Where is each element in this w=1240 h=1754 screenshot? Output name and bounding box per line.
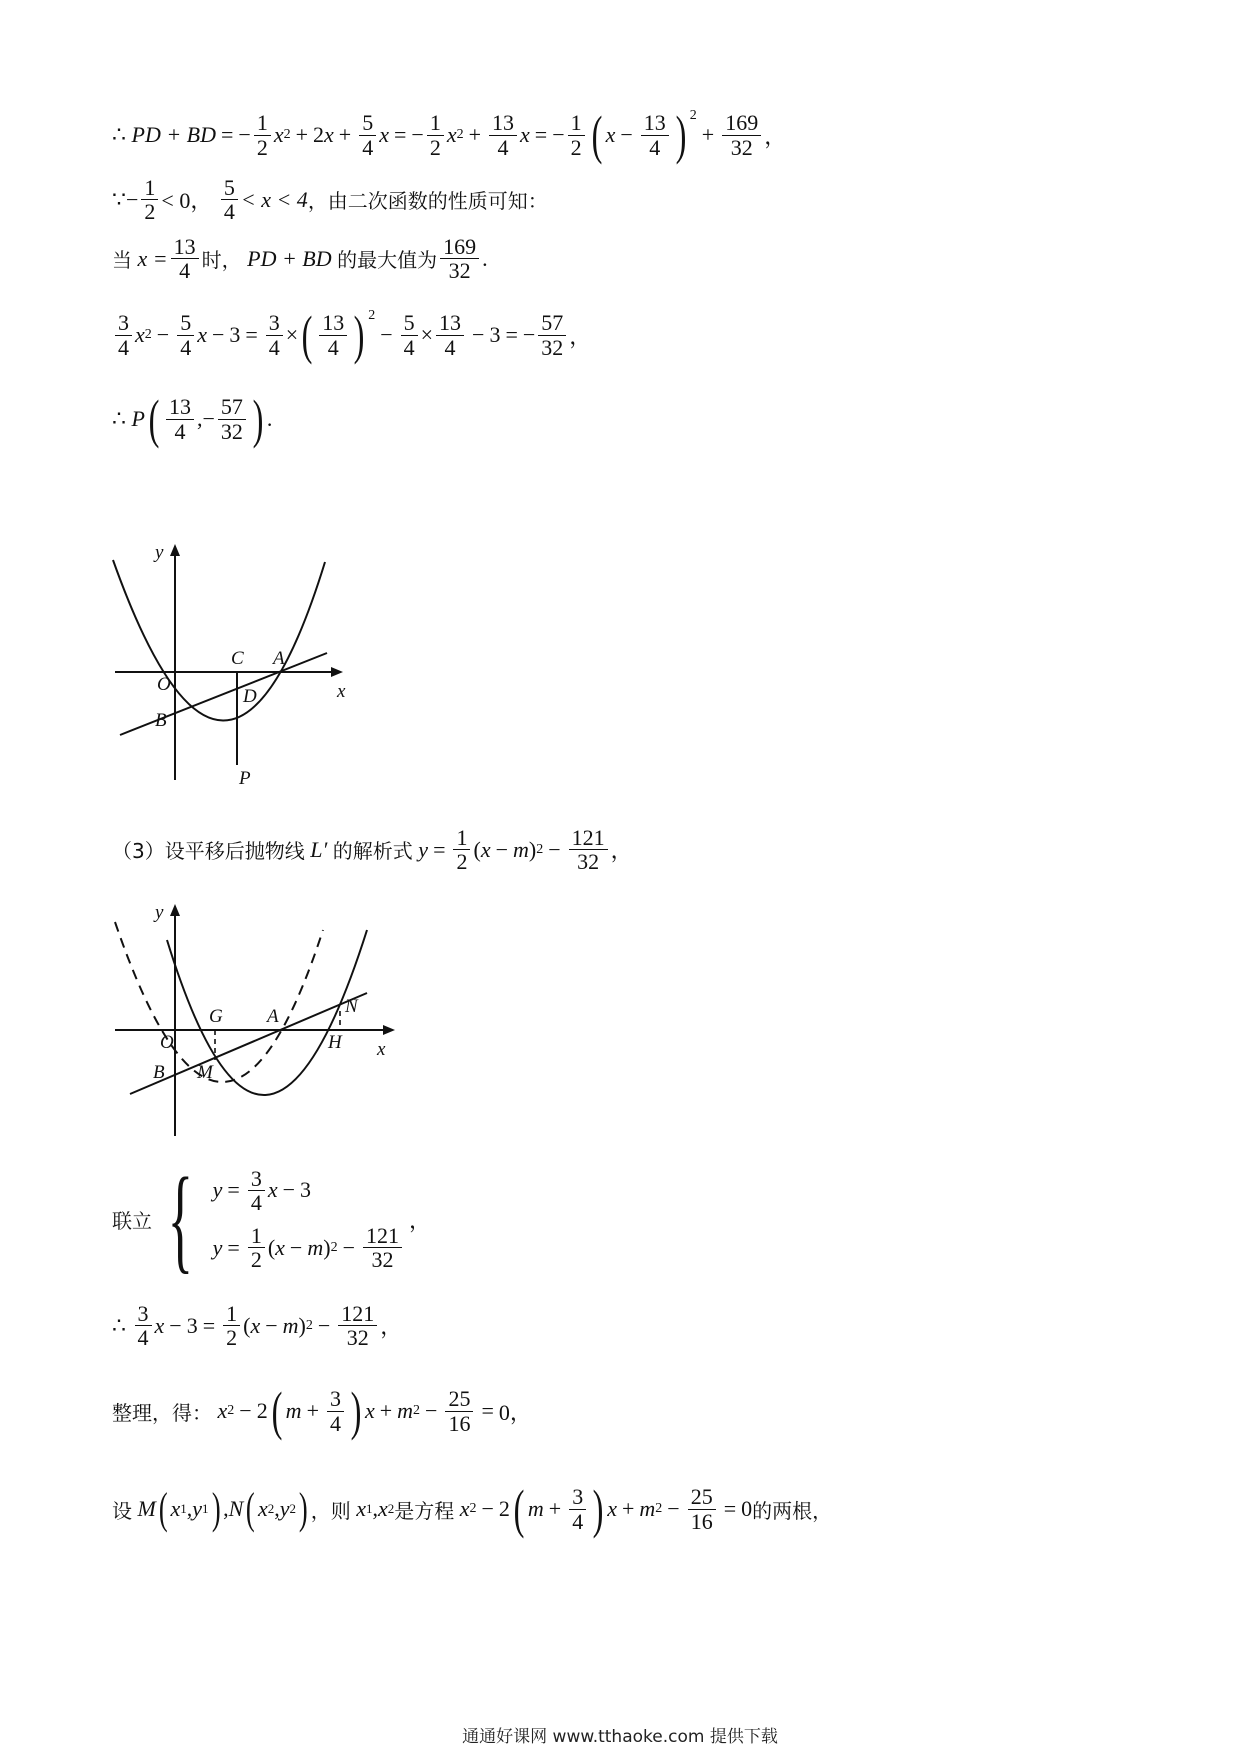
- therefore-symbol: ∴: [112, 122, 126, 147]
- fraction: $\frac{25}{16}$: [688, 1485, 716, 1532]
- fraction: $\frac{13}{4}$: [436, 311, 464, 358]
- label-O: O: [160, 1032, 174, 1053]
- equation-system: 联立 { y = $\frac{3}{4}$ x − 3 y = $\frac{1}{2}$ ( x − m ) 2 − $\frac{121}{32}$ ，: [112, 1153, 431, 1284]
- page-footer: 通通好课网 www.tthaoke.com 提供下载: [462, 1727, 778, 1747]
- equation-line-3: 当 x = $\frac{13}{4}$ 时， PD + BD 的最大值为 $\frac{169}{32}$ .: [112, 234, 488, 284]
- label-x: x: [377, 1039, 386, 1060]
- fraction: $\frac{5}{4}$: [221, 176, 238, 223]
- label-C: C: [231, 648, 244, 669]
- fraction: $\frac{13}{4}$: [166, 395, 194, 442]
- fraction: $\frac{57}{32}$: [538, 311, 566, 358]
- fraction: $\frac{5}{4}$: [359, 111, 376, 158]
- label-B: B: [153, 1062, 165, 1083]
- fraction: $\frac{121}{32}$: [569, 826, 608, 873]
- lhs-text: PD + BD: [131, 122, 216, 147]
- equation-line-10: 设 M ( x 1 , y 1 ) , N ( x 2 , y 2 ) ，则 x 1 , x 2 是方程 x 2 − 2 ( m + $\frac{3}{4}$ ) x + m 2 − $\frac{25}{16}$ = 0 的两根，: [112, 1479, 833, 1539]
- fraction: $\frac{1}{2}$: [254, 111, 271, 158]
- fraction: $\frac{25}{16}$: [445, 1387, 473, 1434]
- fraction: $\frac{169}{32}$: [440, 235, 479, 282]
- equation-line-8: ∴ $\frac{3}{4}$ x − 3 = $\frac{1}{2}$ ( x − m ) 2 − $\frac{121}{32}$ ，: [112, 1301, 403, 1351]
- equation-line-9: 整理，得： x 2 − 2 ( m + $\frac{3}{4}$ ) x + m 2 − $\frac{25}{16}$ = 0，: [112, 1381, 532, 1441]
- equation-line-6: （3）设平移后抛物线 L′ 的解析式 y = $\frac{1}{2}$ ( x − m ) 2 − $\frac{121}{32}$ ，: [112, 825, 633, 875]
- label-B: B: [155, 710, 167, 731]
- fraction: $\frac{5}{4}$: [177, 311, 194, 358]
- label-y: y: [155, 902, 164, 923]
- label-D: D: [243, 686, 257, 707]
- figure-1-parabola: [105, 540, 355, 790]
- fraction: $\frac{13}{4}$: [489, 111, 517, 158]
- fraction: $\frac{3}{4}$: [266, 311, 283, 358]
- equation-line-4: $\frac{3}{4}$ x 2 − $\frac{5}{4}$ x − 3 = $\frac{3}{4}$ × ( $\frac{13}{4}$ ) $^2$ − $\frac{5}{4}$ × $\frac{13}{4}$ − 3 = − $\frac{57}{32}$ ，: [112, 308, 591, 362]
- fraction: $\frac{3}{4}$: [135, 1302, 152, 1349]
- fraction: $\frac{1}{2}$: [568, 111, 585, 158]
- fraction: $\frac{1}{2}$: [141, 176, 158, 223]
- fraction: $\frac{3}{4}$: [115, 311, 132, 358]
- fraction: $\frac{57}{32}$: [218, 395, 246, 442]
- fraction: $\frac{13}{4}$: [171, 235, 199, 282]
- equation-line-2: ∵ − $\frac{1}{2}$ < 0， $\frac{5}{4}$ < x < 4 ，由二次函数的性质可知：: [112, 175, 548, 225]
- label-H: H: [328, 1032, 342, 1053]
- label-A: A: [273, 648, 285, 669]
- label-O: O: [157, 674, 171, 695]
- fraction: $\frac{169}{32}$: [722, 111, 761, 158]
- label-M: M: [197, 1062, 213, 1083]
- figure-2-parabola-shift: [105, 900, 405, 1140]
- label-A: A: [267, 1006, 279, 1027]
- fraction: $\frac{1}{2}$: [248, 1224, 265, 1271]
- fraction: $\frac{3}{4}$: [248, 1167, 265, 1214]
- label-G: G: [209, 1006, 223, 1027]
- fraction: $\frac{121}{32}$: [363, 1224, 402, 1271]
- label-y: y: [155, 542, 164, 563]
- label-x: x: [337, 681, 346, 702]
- fraction: $\frac{1}{2}$: [427, 111, 444, 158]
- fraction: $\frac{1}{2}$: [453, 826, 470, 873]
- label-N: N: [345, 996, 358, 1017]
- fraction: $\frac{3}{4}$: [569, 1485, 586, 1532]
- fraction: $\frac{121}{32}$: [338, 1302, 377, 1349]
- equation-line-5: ∴ P ( $\frac{13}{4}$ ,− $\frac{57}{32}$ ) .: [112, 389, 273, 449]
- fraction: $\frac{5}{4}$: [401, 311, 418, 358]
- fraction: $\frac{1}{2}$: [223, 1302, 240, 1349]
- label-P: P: [239, 768, 251, 789]
- fraction: $\frac{3}{4}$: [327, 1387, 344, 1434]
- equation-line-1: ∴ PD + BD = − $\frac{1}{2}$ x 2 + 2 x + $\frac{5}{4}$ x = − $\frac{1}{2}$ x 2 + $\frac{13}{4}$ x = − $\frac{1}{2}$ ( x − $\frac{13}{4}$ ) $^2$ + $\frac{169}{32}$ ，: [112, 105, 787, 165]
- fraction: $\frac{13}{4}$: [641, 111, 669, 158]
- fraction: $\frac{13}{4}$: [319, 311, 347, 358]
